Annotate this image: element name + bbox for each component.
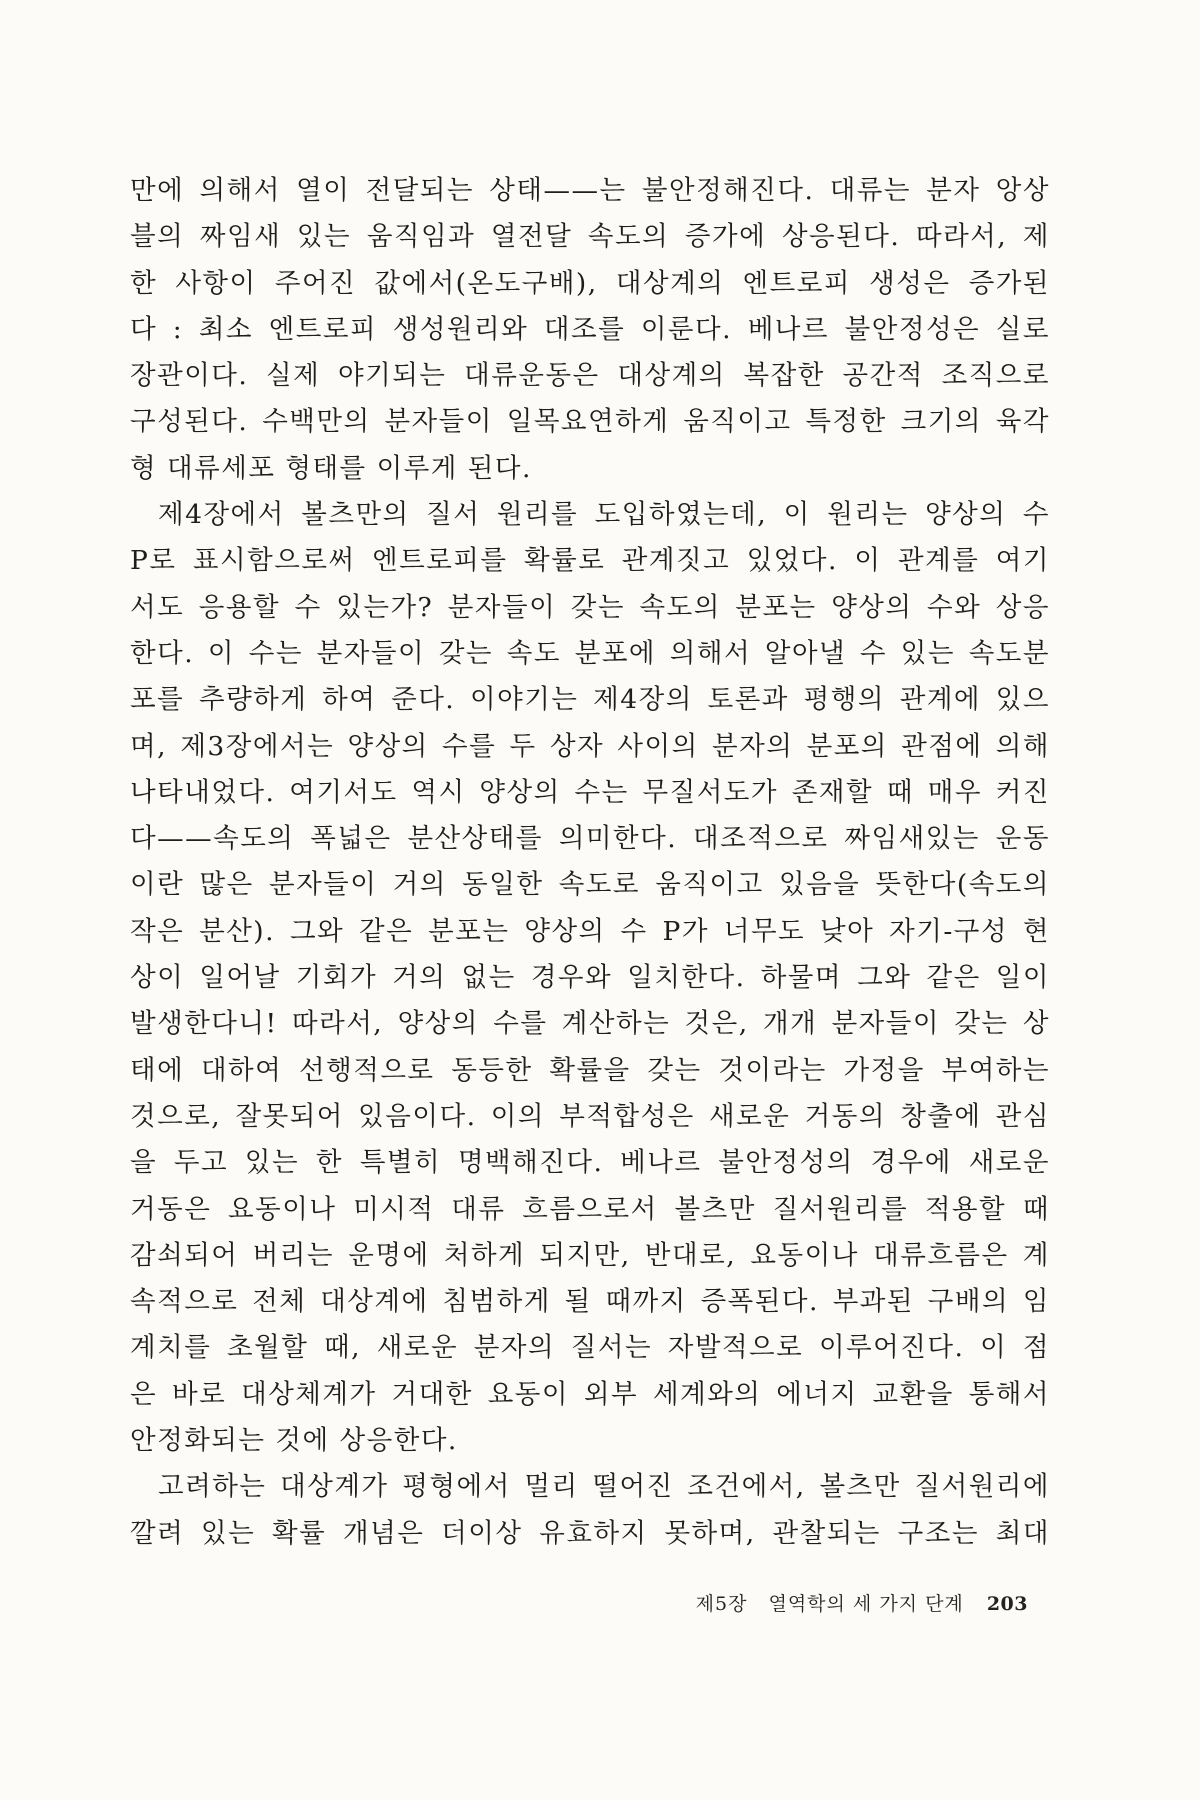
text-line: 제4장에서 볼츠만의 질서 원리를 도입하였는데, 이 원리는 양상의 수 [158,499,1050,531]
text-line: 것으로, 잘못되어 있음이다. 이의 부적합성은 새로운 거동의 창출에 관심 [130,1100,1050,1132]
text-line: 한다. 이 수는 분자들이 갖는 속도 분포에 의해서 알아낼 수 있는 속도분 [130,637,1050,669]
text-line: 다 : 최소 엔트로피 생성원리와 대조를 이룬다. 베나르 불안정성은 실로 [130,313,1050,345]
text-line: 고려하는 대상계가 평형에서 멀리 떨어진 조건에서, 볼츠만 질서원리에 [158,1471,1050,1503]
text-line: 한 사항이 주어진 값에서(온도구배), 대상계의 엔트로피 생성은 증가된 [130,267,1050,299]
text-line: 며, 제3장에서는 양상의 수를 두 상자 사이의 분자의 분포의 관점에 의해 [130,730,1050,762]
text-line: 은 바로 대상체계가 거대한 요동이 외부 세계와의 에너지 교환을 통해서 [130,1378,1050,1410]
text-line: 발생한다니! 따라서, 양상의 수를 계산하는 것은, 개개 분자들이 갖는 상 [130,1008,1050,1040]
paragraph-3 [130,1464,1050,1557]
body-text [130,168,1050,1557]
footer-chapter: 제5장 [695,1593,748,1615]
text-line: 상이 일어날 기회가 거의 없는 경우와 일치한다. 하물며 그와 같은 일이 [130,962,1050,994]
text-line: 계치를 초월할 때, 새로운 분자의 질서는 자발적으로 이루어진다. 이 점 [130,1332,1050,1364]
text-line: 감쇠되어 버리는 운명에 처하게 되지만, 반대로, 요동이나 대류흐름은 계 [130,1239,1050,1271]
page-number: 203 [986,1593,1028,1615]
text-line: 장관이다. 실제 야기되는 대류운동은 대상계의 복잡한 공간적 조직으로 [130,360,1050,392]
text-line: 형 대류세포 형태를 이루게 된다. [130,452,532,484]
text-line: 만에 의해서 열이 전달되는 상태——는 불안정해진다. 대류는 분자 앙상 [130,175,1050,206]
text-line: 서도 응용할 수 있는가? 분자들이 갖는 속도의 분포는 양상의 수와 상응 [130,591,1050,623]
text-line: 다——속도의 폭넓은 분산상태를 의미한다. 대조적으로 짜임새있는 운동 [130,823,1050,855]
text-line: 속적으로 전체 대상계에 침범하게 될 때까지 증폭된다. 부과된 구배의 임 [130,1286,1050,1318]
text-line: 태에 대하여 선행적으로 동등한 확률을 갖는 것이라는 가정을 부여하는 [130,1054,1050,1086]
text-line: 을 두고 있는 한 특별히 명백해진다. 베나르 불안정성의 경우에 새로운 [130,1147,1050,1179]
text-line: 나타내었다. 여기서도 역시 양상의 수는 무질서도가 존재할 때 매우 커진 [130,776,1050,808]
paragraph-1 [130,168,1050,492]
text-line: 블의 짜임새 있는 움직임과 열전달 속도의 증가에 상응된다. 따라서, 제 [130,221,1050,253]
text-line: 이란 많은 분자들이 거의 동일한 속도로 움직이고 있음을 뜻한다(속도의 [130,869,1050,901]
text-line: 포를 추량하게 하여 준다. 이야기는 제4장의 토론과 평행의 관계에 있으 [130,684,1050,716]
running-footer [696,1589,1028,1616]
text-line: 작은 분산). 그와 같은 분포는 양상의 수 P가 너무도 낮아 자기-구성 현 [130,915,1050,947]
text-line: 안정화되는 것에 상응한다. [130,1425,458,1457]
text-line: 거동은 요동이나 미시적 대류 흐름으로서 볼츠만 질서원리를 적용할 때 [130,1193,1050,1225]
text-line: 구성된다. 수백만의 분자들이 일목요연하게 움직이고 특정한 크기의 육각 [130,406,1050,438]
footer-title: 열역학의 세 가지 단계 [768,1593,964,1615]
paragraph-2 [130,492,1050,1464]
text-line: P로 표시함으로써 엔트로피를 확률로 관계짓고 있었다. 이 관계를 여기 [130,545,1050,577]
text-line: 깔려 있는 확률 개념은 더이상 유효하지 못하며, 관찰되는 구조는 최대 [130,1517,1050,1549]
